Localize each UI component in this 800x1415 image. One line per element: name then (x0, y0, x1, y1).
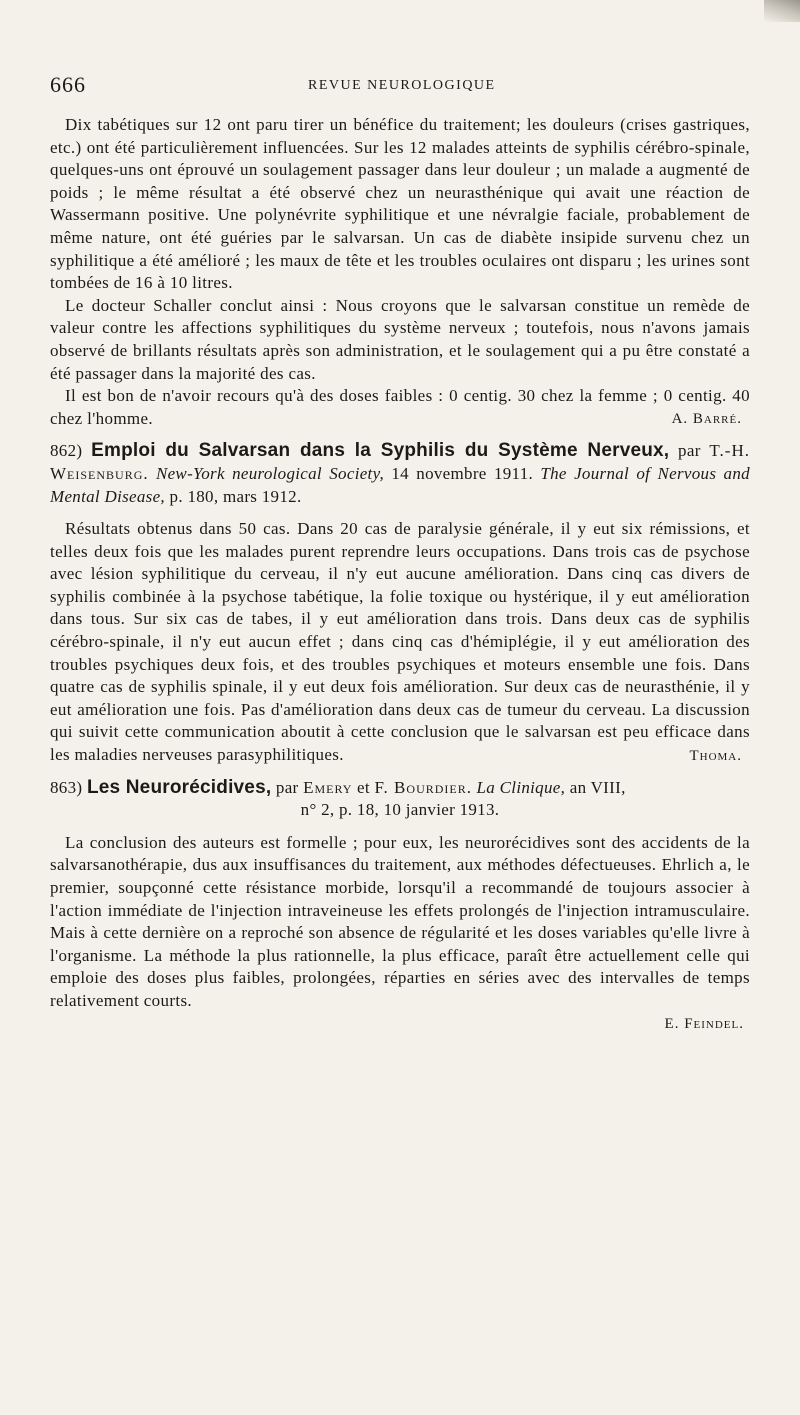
entry-title: Les Neurorécidives, (86, 776, 272, 798)
signature-barre: A. Barré. (671, 411, 742, 428)
page-header (50, 72, 750, 100)
entry-862-heading (50, 440, 750, 508)
spacer (50, 508, 750, 518)
paragraph: Le docteur Schaller conclut ainsi : Nous croyons que le salvarsan constitue un remède de valeur contre les affections syphilitiques du système nerveux ; toutefois, nous n'avons jamais observé de brillants résultats après son administration, et le soulagement qui a pu être constaté a été passager dans la majorité des cas. (50, 295, 750, 383)
spacer (50, 822, 750, 832)
entry-863-heading (50, 777, 750, 800)
paragraph: Il est bon de n'avoir recours qu'à des doses faibles : 0 centig. 30 chez la femme ; 0 centig. 40 chez l'homme. (50, 386, 750, 428)
paragraph: La conclusion des auteurs est formelle ; pour eux, les neurorécidives sont des accidents de la salvarsanothérapie, dus aux insuffisances du traitement, aux méthodes défectueuses. Ehrlich a, le premier, soupçonné cette résistance morbide, lorsqu'il a recommandé de toujours associer à l'action immédiate de l'injection intraveineuse les effets prolongés de l'injection intramusculaire. Mais à cette dernière on a reproché son absence de régularité et les doses variables qu'elle livre à l'organisme. La méthode la plus rationnelle, la plus efficace, paraît être actuellement celle qui emploie des doses plus faibles, prolongées, réparties en séries avec des intervalles de temps relativement courts. (50, 832, 750, 1010)
journal: New-York neurological Society, (155, 463, 385, 483)
entry-number: 862) (50, 441, 83, 461)
page-number: 666 (50, 72, 86, 97)
citation-details: p. 180, mars 1912. (169, 486, 302, 506)
date: 14 novembre 1911. (391, 463, 534, 483)
journal: The Journal of Nervous and Mental Disease, (50, 463, 750, 506)
by-word: par (678, 441, 701, 461)
paragraph: Dix tabétiques sur 12 ont paru tirer un bénéfice du traitement; les douleurs (crises gastriques, etc.) ont été particulièrement influencées. Sur les 12 malades atteints de syphilis cérébro-spinale, quelques-uns ont éprouvé un soulagement passager dans leur douleur ; un malade a augmenté de poids ; le même résultat a été observé chez un neurasthénique qui avait une réaction de Wassermann positive. Une polynévrite syphilitique et une névralgie faciale, probablement de même nature, ont été guéries par le salvarsan. Un cas de diabète insipide survenu chez un syphilitique a été amélioré ; les maux de tête et les troubles oculaires ont disparu ; les urines sont tombées de 16 à 10 litres. (50, 115, 750, 293)
document-page (50, 72, 750, 1035)
and-word: et (357, 777, 370, 797)
citation-details: an VIII, (569, 777, 626, 797)
article-body (50, 114, 750, 1035)
scan-corner-shadow (764, 0, 800, 22)
signature-thoma: Thoma. (689, 747, 742, 764)
paragraph: Résultats obtenus dans 50 cas. Dans 20 cas de paralysie générale, il y eut six rémissions, et telles deux fois que les malades purent reprendre leurs occupations. Dans trois cas de psychose avec lésion syphilitique du cerveau, il n'y eut aucune amélioration. Dans cinq cas divers de syphilis combinée à la psychose tabétique, la folie toxique ou hystérique, il y eut amélioration dans tous. Sur six cas de tabes, il y eut amélioration dans trois. Dans deux cas de syphilis cérébro-spinale, il n'y eut aucun effet ; dans cinq cas d'hémiplégie, il y eut amélioration des troubles psychiques deux fois, et des troubles psychiques et moteurs ensemble une fois. Dans quatre cas de syphilis spinale, il y eut deux fois amélioration. Sur deux cas de neurasthénie, il y eut amélioration une fois. Pas d'amélioration dans deux cas de tumeur du cerveau. La discussion qui suivit cette communication aboutit à cette conclusion que le salvarsan est peu efficace dans les maladies nerveuses parasyphilitiques. (50, 519, 750, 765)
by-word: par (275, 777, 299, 797)
entry-title: Emploi du Salvarsan dans la Syphilis du Système Nerveux, (91, 440, 670, 462)
author: F. Bourdier. (374, 777, 472, 797)
citation-details-line: n° 2, p. 18, 10 janvier 1913. (300, 800, 500, 820)
author: T.-H. Weisenburg. (50, 441, 750, 483)
running-title: REVUE NEUROLOGIQUE (308, 78, 496, 93)
journal: La Clinique, (476, 777, 566, 797)
author: Emery (303, 777, 353, 797)
signature-feindel: E. Feindel. (664, 1015, 744, 1032)
entry-number: 863) (50, 777, 83, 797)
